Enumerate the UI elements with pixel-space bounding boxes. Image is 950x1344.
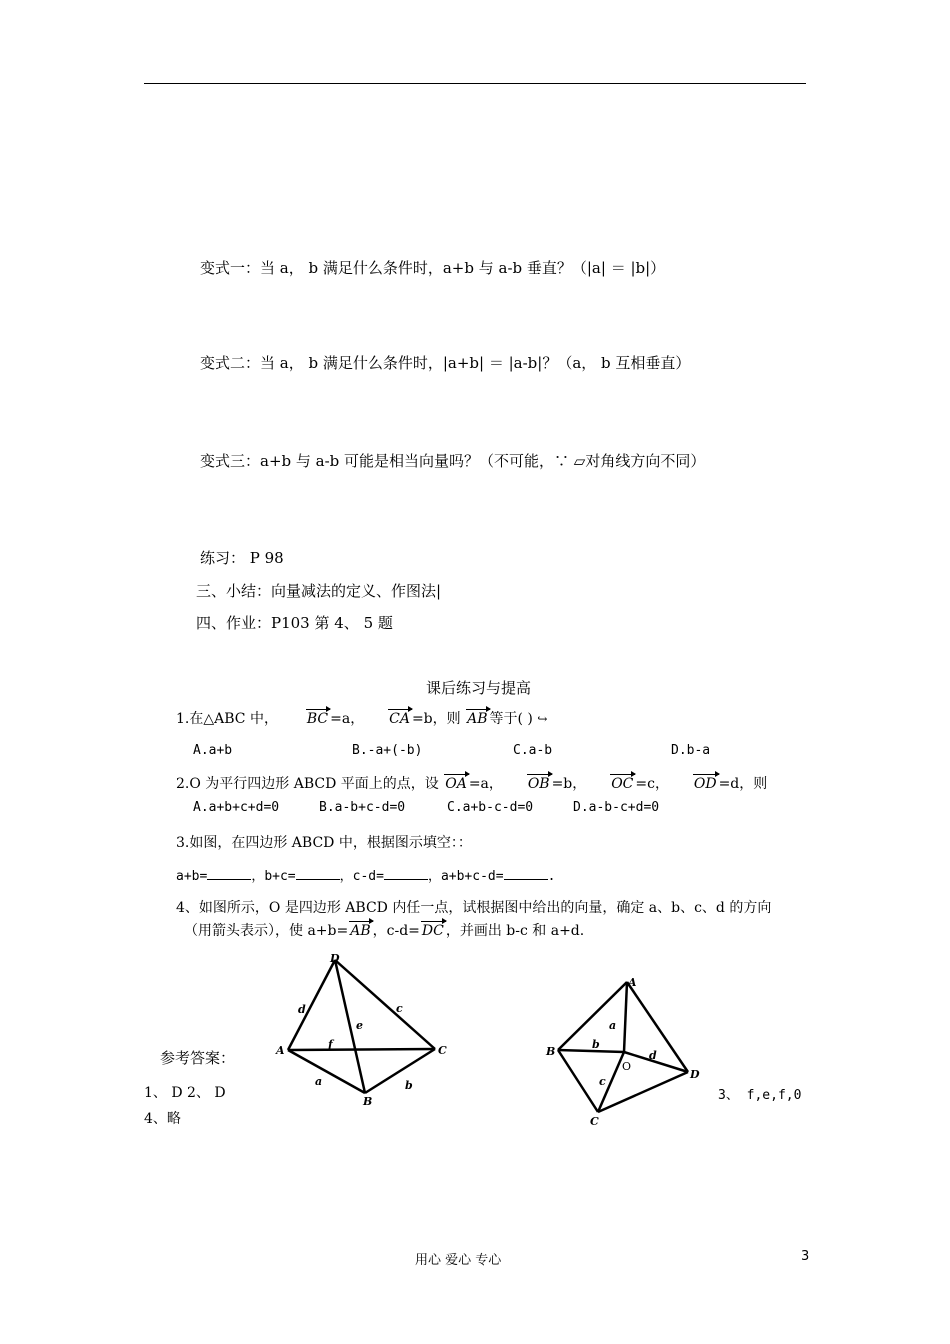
fill-a-plus-b: a+b=: [176, 869, 208, 884]
question-4-line2: [184, 920, 584, 940]
vector-ab: AB: [467, 711, 488, 727]
page-number: 3: [801, 1249, 810, 1264]
footer-slogan: 用心 爱心 专心: [415, 1253, 502, 1268]
question-2: [176, 773, 767, 793]
vector-od: OD: [693, 776, 717, 792]
fig1-vector-e: e: [356, 1019, 363, 1032]
q4-suffix: ，并画出 b-c 和 a+d.: [445, 923, 585, 939]
q1-option-a: A.a+b: [193, 743, 233, 758]
fig1-label-c: C: [438, 1044, 447, 1057]
answers-line-2: 4、略: [144, 1111, 181, 1127]
q1-eq-b: =b，则: [411, 711, 461, 727]
q2-eq-d: =d，则: [718, 776, 768, 792]
variant-3: 变式三：a+b 与 a-b 可能是相当向量吗？（不可能，∵ ▱对角线方向不同）: [200, 452, 706, 470]
blank-4: [504, 867, 548, 880]
question-1: [176, 708, 547, 728]
q1-suffix: 等于( ): [489, 711, 533, 727]
fill-c-minus-d: ，c-d=: [339, 869, 384, 884]
fill-end: .: [547, 869, 556, 884]
q2-eq-a: =a，: [468, 776, 503, 792]
fig1-label-a: A: [276, 1044, 285, 1057]
q2-eq-b: =b，: [551, 776, 587, 792]
q1-option-c: C.a-b: [513, 743, 553, 758]
vector-ob: OB: [527, 776, 550, 792]
answers-line-1-right: 3、 f,e,f,0: [718, 1088, 802, 1103]
quadrilateral-figure-1: [270, 950, 460, 1110]
vector-oa: OA: [445, 776, 467, 792]
question-3: 3.如图，在四边形 ABCD 中，根据图示填空：：: [176, 835, 472, 851]
q2-prefix: 2.O 为平行四边形 ABCD 平面上的点，设: [176, 776, 439, 792]
question-4-line1: 4、如图所示，O 是四边形 ABCD 内任一点，试根据图中给出的向量，确定 a、b、c、d 的方向: [176, 900, 772, 916]
fig1-vector-b: b: [405, 1079, 413, 1092]
answers-line-1: 1、 D 2、 D: [144, 1085, 226, 1101]
blank-1: [207, 867, 251, 880]
header-rule: [144, 83, 806, 84]
summary-line: 三、小结：向量减法的定义、作图法|: [196, 582, 442, 600]
revision-mark-icon: ↪: [537, 712, 548, 726]
fig2-vector-d: d: [649, 1049, 657, 1062]
variant-1: 变式一：当 a， b 满足什么条件时，a+b 与 a-b 垂直？（|a| ＝ |b|）: [200, 259, 666, 277]
question-3-fill: [176, 865, 555, 884]
fig1-vector-c: c: [396, 1002, 403, 1015]
fig2-vector-a: a: [609, 1019, 617, 1032]
fig2-label-a: A: [628, 976, 637, 989]
exercise-line: 练习： P 98: [200, 549, 284, 567]
blank-3: [384, 867, 428, 880]
fig1-label-b: B: [363, 1095, 373, 1108]
fig1-vector-a: a: [315, 1075, 323, 1088]
fig2-label-d: D: [690, 1068, 700, 1081]
vector-dc-q4: DC: [421, 923, 444, 939]
fig2-label-o: O: [622, 1060, 632, 1073]
q1-eq-a: =a，: [330, 711, 365, 727]
q2-option-a: A.a+b+c+d=0: [193, 800, 280, 815]
homework-line: 四、作业：P103 第 4、 5 题: [196, 614, 393, 632]
q2-option-c: C.a+b-c-d=0: [447, 800, 534, 815]
q1-option-d: D.b-a: [671, 743, 711, 758]
vector-oc: OC: [611, 776, 634, 792]
q2-option-d: D.a-b-c+d=0: [573, 800, 660, 815]
q4-prefix: （用箭头表示），使 a+b=: [184, 923, 349, 939]
section-title: 课后练习与提高: [426, 679, 532, 697]
answers-title: 参考答案：: [160, 1049, 236, 1067]
q2-option-b: B.a-b+c-d=0: [319, 800, 406, 815]
q1-option-b: B.-a+(-b): [352, 743, 423, 758]
vector-ab-q4: AB: [350, 923, 371, 939]
q1-prefix: 1.在△ABC 中，: [176, 711, 278, 727]
fig2-vector-b: b: [592, 1038, 600, 1051]
variant-2: 变式二：当 a， b 满足什么条件时，|a+b| ＝ |a-b|？（a， b 互相垂直）: [200, 354, 691, 372]
fig1-vector-d: d: [298, 1003, 306, 1016]
fill-sum: ，a+b+c-d=: [427, 869, 504, 884]
q2-eq-c: =c，: [635, 776, 669, 792]
vector-bc: BC: [306, 711, 329, 727]
blank-2: [296, 867, 340, 880]
quadrilateral-figure-2: [540, 972, 710, 1134]
vector-ca: CA: [389, 711, 410, 727]
fig2-vector-c: c: [599, 1075, 606, 1088]
fig2-label-c: C: [590, 1115, 599, 1128]
fill-b-plus-c: ，b+c=: [251, 869, 296, 884]
q4-mid: ，c-d=: [372, 923, 420, 939]
fig2-label-b: B: [546, 1045, 556, 1058]
fig1-vector-f: f: [328, 1038, 333, 1051]
fig1-label-d: D: [330, 952, 340, 965]
